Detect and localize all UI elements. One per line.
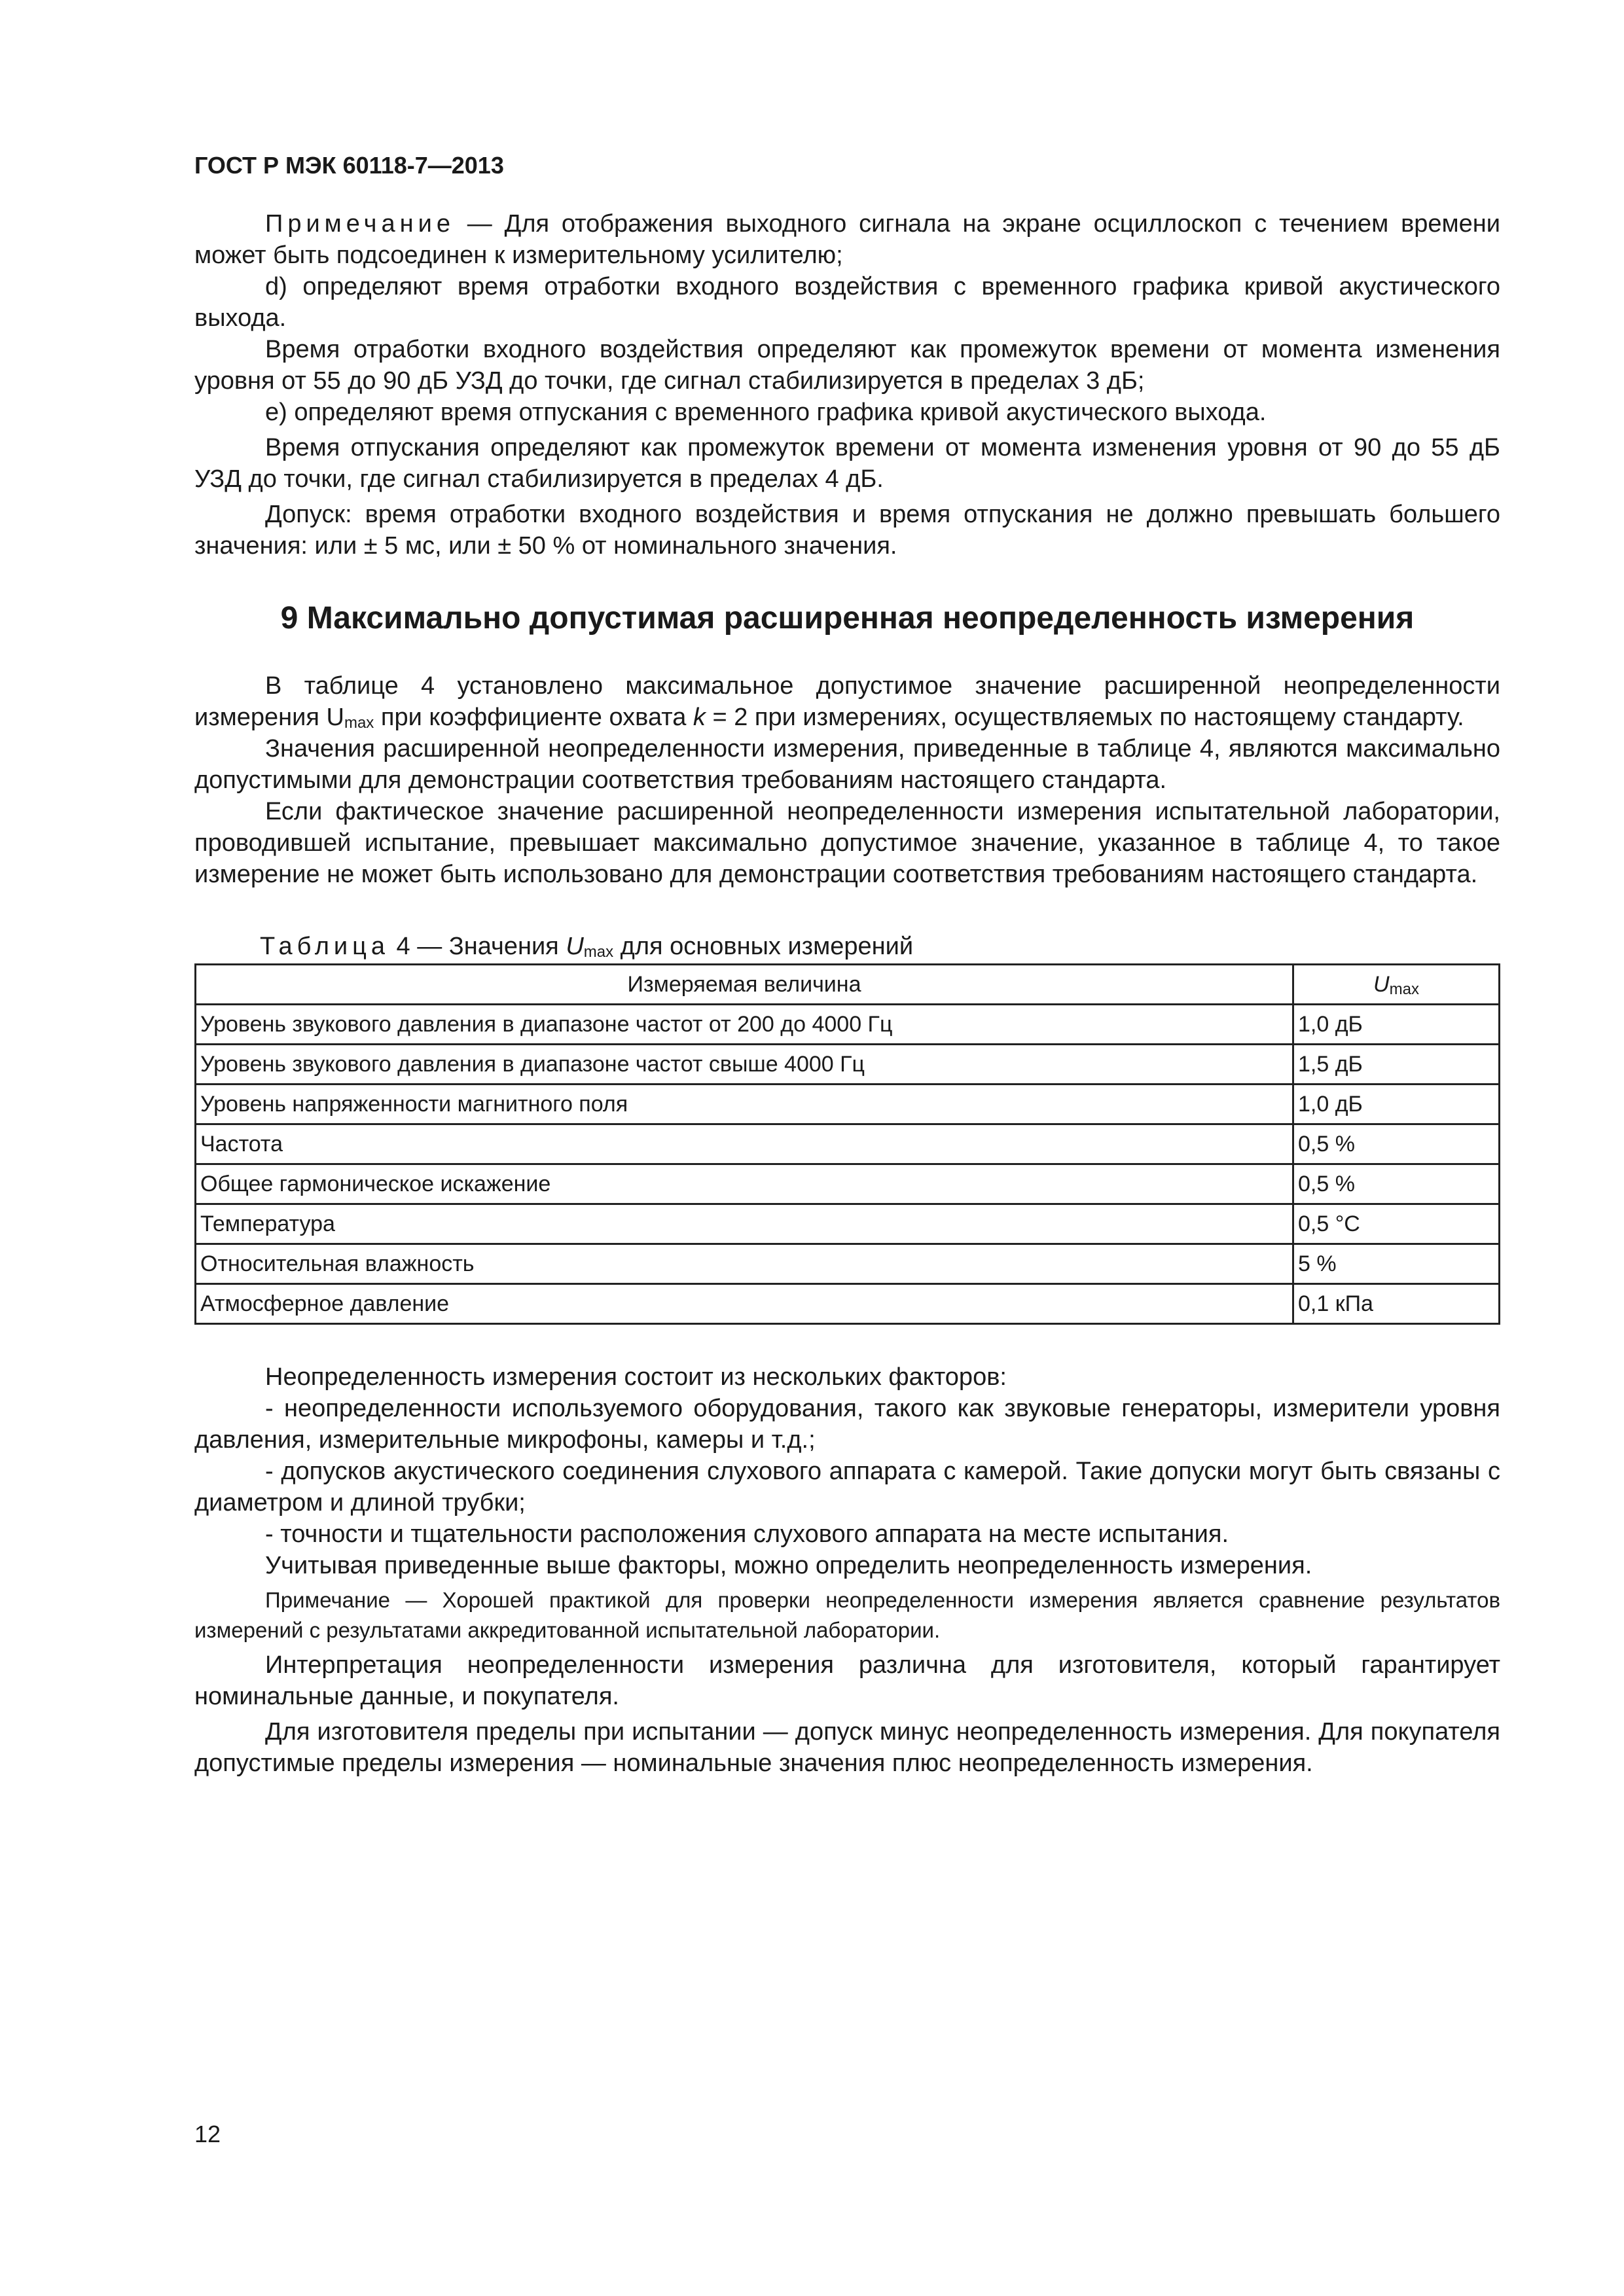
text-run: В таблице 4 установлено максимальное допустимое значение расширенной неопределенности измерения U <box>194 672 1500 731</box>
factor-item: - допусков акустического соединения слухового аппарата с камерой. Такие допуски могут быть связаны с диаметром и длиной трубки; <box>194 1458 1500 1516</box>
quantity-cell: Относительная влажность <box>196 1244 1293 1284</box>
header-umax <box>1293 965 1500 1005</box>
factor-item: - неопределенности используемого оборудования, такого как звуковые генераторы, измерители уровня давления, измерительные микрофоны, камеры и т.д.; <box>194 1395 1500 1454</box>
note-label: Примечание <box>265 210 455 238</box>
attack-time-paragraph: Время отработки входного воздействия определяют как промежуток времени от момента изменения уровня от 55 до 90 дБ УЗД до точки, где сигнал стабилизируется в пределах 3 дБ; <box>194 336 1500 395</box>
tolerance-paragraph: Допуск: время отработки входного воздействия и время отпускания не должно превышать большего значения: или ± 5 мс, или ± 50 % от номинального значения. <box>194 501 1500 560</box>
quantity-cell: Общее гармоническое искажение <box>196 1164 1293 1204</box>
quantity-cell: Температура <box>196 1204 1293 1244</box>
header-quantity: Измеряемая величина <box>196 965 1293 1005</box>
section-paragraph-1 <box>194 670 1500 733</box>
subscript: max <box>344 714 374 732</box>
release-time-paragraph: Время отпускания определяют как промежуток времени от момента изменения уровня от 90 до 55 дБ УЗД до точки, где сигнал стабилизируется в пределах 4 дБ. <box>194 434 1500 493</box>
caption-label: Таблица <box>260 933 389 960</box>
table-row <box>196 1085 1500 1124</box>
table-row <box>196 1164 1500 1204</box>
quantity-cell: Частота <box>196 1124 1293 1164</box>
subscript: max <box>583 943 614 961</box>
value-cell: 5 % <box>1293 1244 1500 1284</box>
uncertainty-table <box>194 963 1500 1325</box>
quantity-cell: Уровень напряженности магнитного поля <box>196 1085 1293 1124</box>
value-cell: 0,5 % <box>1293 1124 1500 1164</box>
table-row <box>196 1045 1500 1085</box>
value-cell: 0,1 кПа <box>1293 1284 1500 1324</box>
note-paragraph <box>194 208 1500 271</box>
table-row <box>196 1204 1500 1244</box>
table-caption <box>194 931 1500 962</box>
value-cell: 0,5 °С <box>1293 1204 1500 1244</box>
value-cell: 0,5 % <box>1293 1164 1500 1204</box>
u-symbol: U <box>566 933 584 960</box>
interpretation-paragraph: Интерпретация неопределенности измерения различна для изготовителя, который гарантирует номинальные данные, и покупателя. <box>194 1651 1500 1710</box>
section-paragraph-3: Если фактическое значение расширенной неопределенности измерения испытательной лаборатории, проводившей испытание, превышает максимально допустимое значение, указанное в таблице 4, то такое измерение не может быть использовано для демонстрации соответствия требованиям настоящего стандарта. <box>194 798 1500 888</box>
section-paragraph-2: Значения расширенной неопределенности измерения, приведенные в таблице 4, являются максимально допустимыми для демонстрации соответствия требованиям настоящего стандарта. <box>194 735 1500 794</box>
quantity-cell: Уровень звукового давления в диапазоне частот от 200 до 4000 Гц <box>196 1005 1293 1045</box>
factor-item: - точности и тщательности расположения слухового аппарата на месте испытания. <box>265 1520 1229 1548</box>
page-number: 12 <box>194 2121 221 2147</box>
note-2-paragraph: Примечание — Хорошей практикой для проверки неопределенности измерения является сравнение результатов измерений с результатами аккредитованной испытательной лаборатории. <box>194 1588 1500 1642</box>
page-content <box>194 152 1500 1779</box>
table-row <box>196 1284 1500 1324</box>
text-run: для основных измерений <box>613 933 914 960</box>
coverage-factor: k <box>693 704 706 731</box>
u-symbol: U <box>1373 971 1390 997</box>
value-cell: 1,0 дБ <box>1293 1085 1500 1124</box>
factors-intro: Неопределенность измерения состоит из нескольких факторов: <box>265 1363 1007 1391</box>
document-header: ГОСТ Р МЭК 60118-7—2013 <box>194 152 504 179</box>
factors-conclusion: Учитывая приведенные выше факторы, можно определить неопределенность измерения. <box>265 1552 1312 1579</box>
value-cell: 1,5 дБ <box>1293 1045 1500 1085</box>
table-row <box>196 1124 1500 1164</box>
step-e-paragraph: e) определяют время отпускания с временного графика кривой акустического выхода. <box>265 399 1267 426</box>
limits-paragraph: Для изготовителя пределы при испытании — допуск минус неопределенность измерения. Для покупателя допустимые пределы измерения — номинальные значения плюс неопределенность измерения. <box>194 1718 1500 1777</box>
text-run: = 2 при измерениях, осуществляемых по настоящему стандарту. <box>705 704 1464 731</box>
value-cell: 1,0 дБ <box>1293 1005 1500 1045</box>
note-text: — Для отображения выходного сигнала на экране осциллоскоп с течением времени может быть подсоединен к измерительному усилителю; <box>194 210 1500 269</box>
section-9-title: 9 Максимально допустимая расширенная неопределенность измерения <box>280 601 1415 636</box>
table-header-row <box>196 965 1500 1005</box>
quantity-cell: Уровень звукового давления в диапазоне частот свыше 4000 Гц <box>196 1045 1293 1085</box>
table-row <box>196 1244 1500 1284</box>
subscript: max <box>1389 980 1419 998</box>
quantity-cell: Атмосферное давление <box>196 1284 1293 1324</box>
table-row <box>196 1005 1500 1045</box>
step-d-paragraph: d) определяют время отработки входного воздействия с временного графика кривой акустического выхода. <box>194 273 1500 332</box>
text-run: при коэффициенте охвата <box>374 704 693 731</box>
text-run: 4 — Значения <box>389 933 566 960</box>
